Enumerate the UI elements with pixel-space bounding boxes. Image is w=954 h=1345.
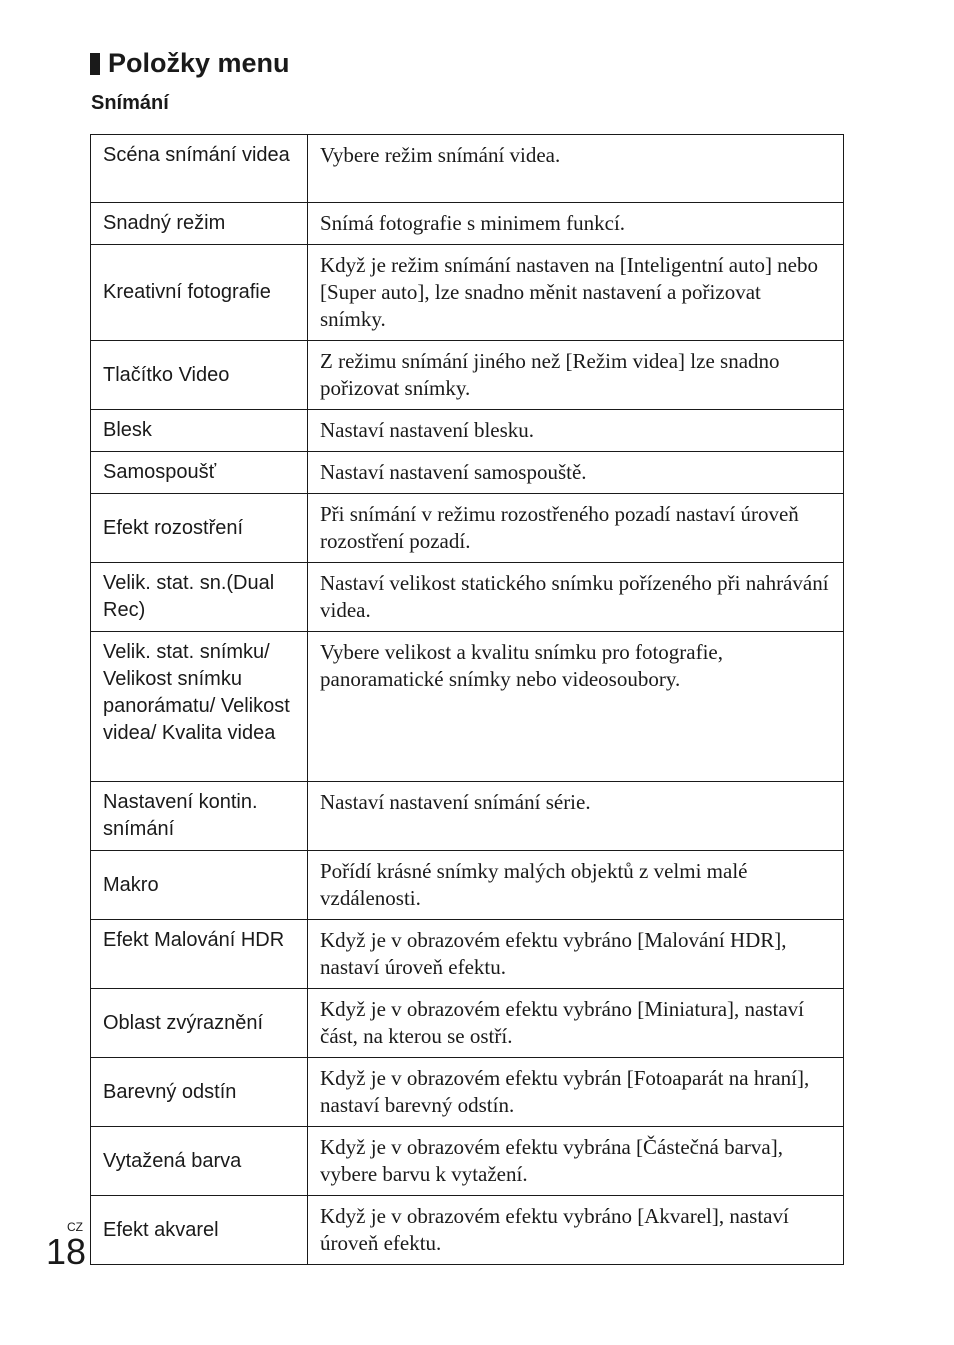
- table-row: [91, 410, 844, 452]
- menu-item-description: Když je v obrazovém efektu vybrán [Fotoaparát na hraní], nastaví barevný odstín.: [308, 1058, 844, 1127]
- menu-item-name: Oblast zvýraznění: [91, 989, 308, 1058]
- menu-item-name: Efekt rozostření: [91, 494, 308, 563]
- menu-item-name: Samospoušť: [91, 452, 308, 494]
- table-row: [91, 851, 844, 920]
- menu-item-name: Snadný režim: [91, 203, 308, 245]
- menu-item-description: Když je v obrazovém efektu vybráno [Malování HDR], nastaví úroveň efektu.: [308, 920, 844, 989]
- menu-item-description: Z režimu snímání jiného než [Režim videa] lze snadno pořizovat snímky.: [308, 341, 844, 410]
- menu-item-name: Tlačítko Video: [91, 341, 308, 410]
- table-row: [91, 989, 844, 1058]
- menu-items-table: [90, 134, 844, 1265]
- menu-item-description: Když je v obrazovém efektu vybráno [Akvarel], nastaví úroveň efektu.: [308, 1196, 844, 1265]
- menu-item-name: Makro: [91, 851, 308, 920]
- menu-item-name: Velik. stat. snímku/ Velikost snímku panorámatu/ Velikost videa/ Kvalita videa: [91, 632, 308, 782]
- table-row: [91, 494, 844, 563]
- table-row: [91, 1196, 844, 1265]
- table-row: [91, 1127, 844, 1196]
- language-code: CZ: [67, 1220, 83, 1234]
- menu-item-description: Nastaví nastavení blesku.: [308, 410, 844, 452]
- menu-item-description: Vybere režim snímání videa.: [308, 135, 844, 203]
- table-row: [91, 632, 844, 782]
- menu-item-description: Když je v obrazovém efektu vybrána [Částečná barva], vybere barvu k vytažení.: [308, 1127, 844, 1196]
- table-row: [91, 203, 844, 245]
- menu-item-name: Scéna snímání videa: [91, 135, 308, 203]
- table-row: [91, 452, 844, 494]
- table-row: [91, 563, 844, 632]
- table-row: [91, 341, 844, 410]
- table-row: [91, 920, 844, 989]
- menu-item-name: Vytažená barva: [91, 1127, 308, 1196]
- menu-item-name: Barevný odstín: [91, 1058, 308, 1127]
- menu-item-description: Nastaví nastavení samospouště.: [308, 452, 844, 494]
- menu-item-name: Efekt akvarel: [91, 1196, 308, 1265]
- section-subtitle: Snímání: [91, 92, 169, 114]
- table-row: [91, 1058, 844, 1127]
- menu-item-description: Vybere velikost a kvalitu snímku pro fotografie, panoramatické snímky nebo videosoubory.: [308, 632, 844, 782]
- page-number: 18: [46, 1231, 87, 1272]
- menu-item-description: Nastaví nastavení snímání série.: [308, 782, 844, 851]
- table-row: [91, 782, 844, 851]
- section-heading: [90, 48, 290, 79]
- heading-bar-icon: [90, 53, 100, 75]
- menu-item-name: Nastavení kontin. snímání: [91, 782, 308, 851]
- table-row: [91, 135, 844, 203]
- page-title: Položky menu: [108, 48, 290, 78]
- menu-item-description: Pořídí krásné snímky malých objektů z velmi malé vzdálenosti.: [308, 851, 844, 920]
- menu-item-description: Při snímání v režimu rozostřeného pozadí nastaví úroveň rozostření pozadí.: [308, 494, 844, 563]
- table-row: [91, 245, 844, 341]
- menu-item-description: Když je režim snímání nastaven na [Inteligentní auto] nebo [Super auto], lze snadno měnit nastavení a pořizovat snímky.: [308, 245, 844, 341]
- menu-item-description: Když je v obrazovém efektu vybráno [Miniatura], nastaví část, na kterou se ostří.: [308, 989, 844, 1058]
- menu-item-name: Efekt Malování HDR: [91, 920, 308, 989]
- menu-item-description: Snímá fotografie s minimem funkcí.: [308, 203, 844, 245]
- menu-item-name: Velik. stat. sn.(Dual Rec): [91, 563, 308, 632]
- menu-item-name: Blesk: [91, 410, 308, 452]
- menu-item-name: Kreativní fotografie: [91, 245, 308, 341]
- menu-item-description: Nastaví velikost statického snímku pořízeného při nahrávání videa.: [308, 563, 844, 632]
